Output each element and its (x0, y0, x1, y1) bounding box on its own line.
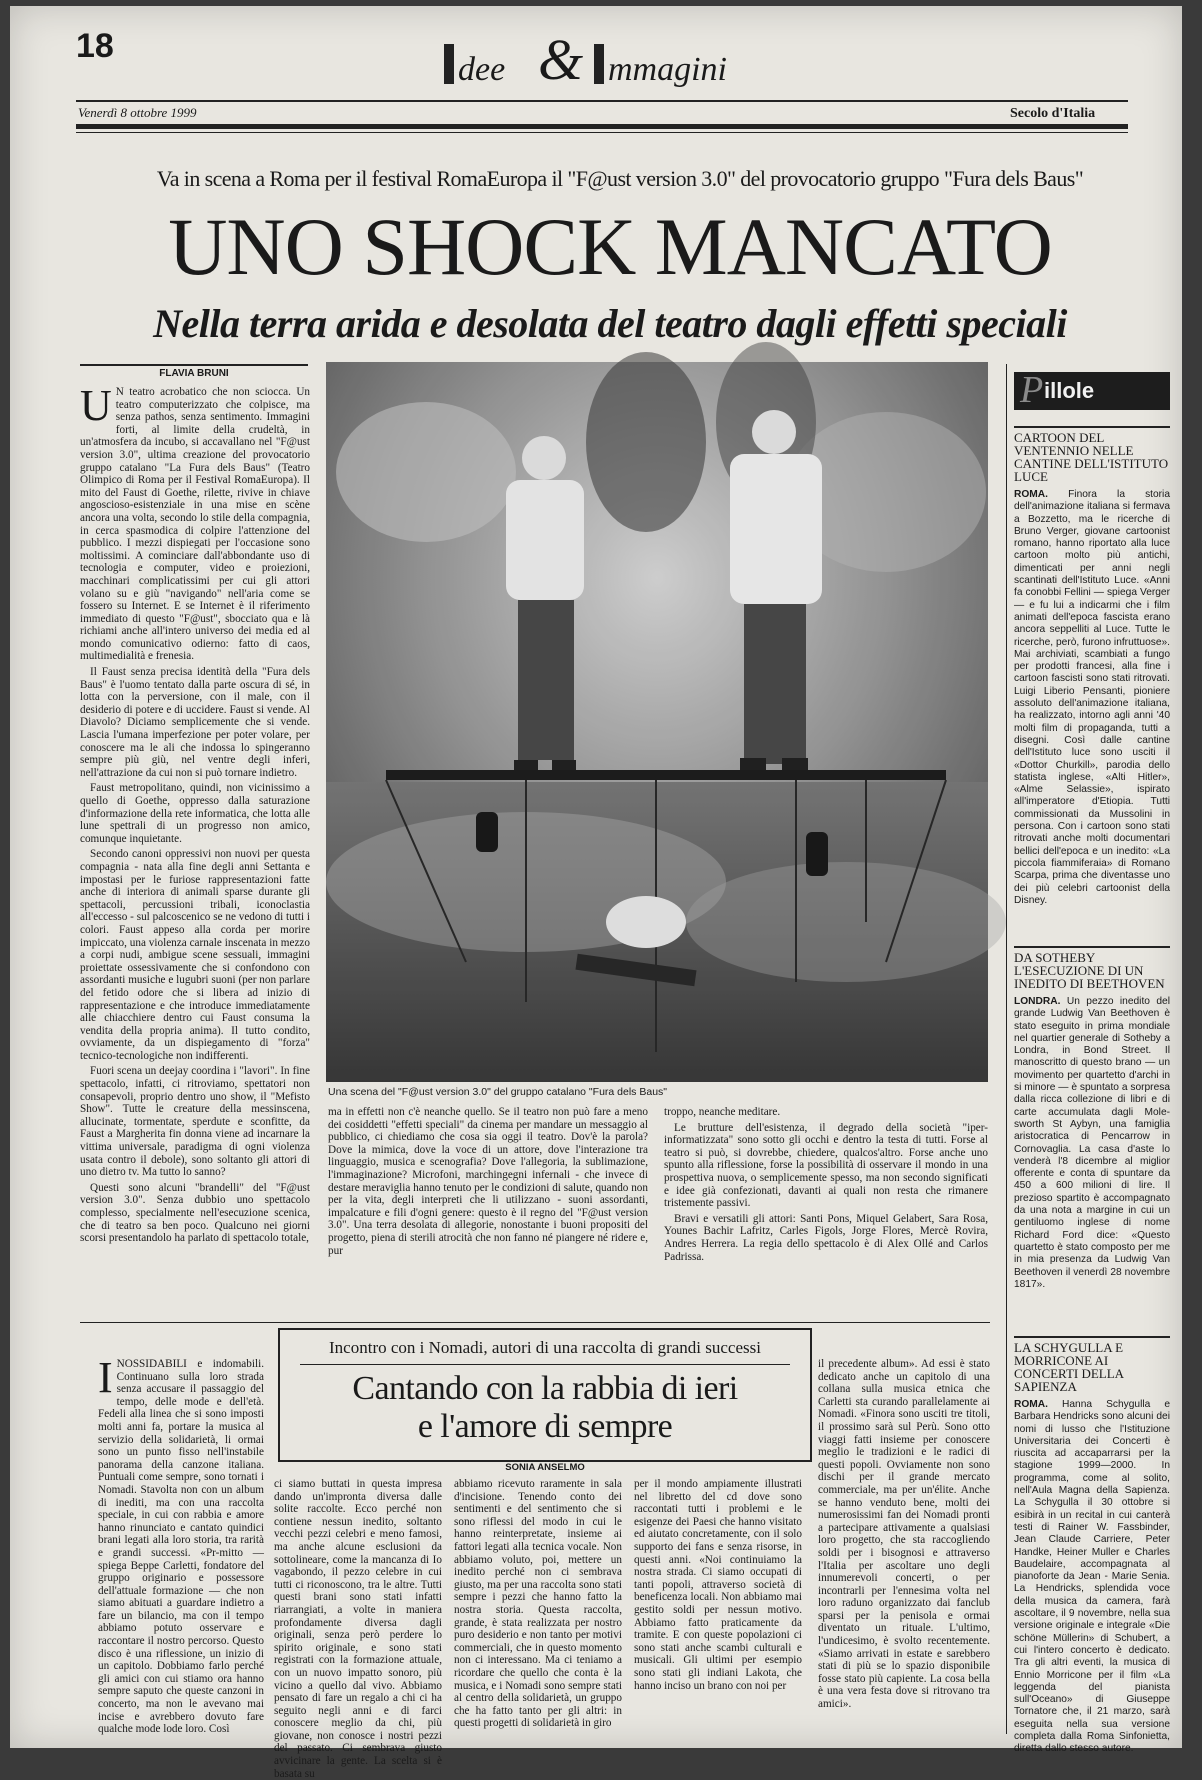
article-subheadline: Nella terra arida e desolata del teatro dagli effetti speciali (153, 301, 1067, 346)
newspaper-page (10, 6, 1182, 1780)
section-title-word-1: dee (458, 51, 506, 88)
second-article-head-box (278, 1328, 812, 1462)
paragraph: abbiamo ricevuto raramente in sala d'incisione. Tenendo conto dei sentimenti e del sentimento che si sono riflessi del modo in cui le hanno reinterpretate, insieme ai fattori legati alla tecnica vocale. Non abbiamo voluto, poi, mettere un inedito perché non ci sembrava giusto, ma per una raccolta sono stati sempre i pezzi che hanno fatto la nostra storia. Questa raccolta, grande, è stata realizzata per nostro puro desiderio e non tanto per motivi commerciali, che in questo momento non ci interessano. Ma ci teniamo a ricordare che quello che conta è la musica, e i Nomadi sono sempre stati al centro della solidarietà, un gruppo che ha fatto tanto per gli altri: in questi progetti di solidarietà in giro (454, 1478, 622, 1730)
paragraph: troppo, neanche meditare. (664, 1106, 781, 1118)
byline-rule (80, 364, 308, 366)
article-kicker: Va in scena a Roma per il festival RomaEuropa il "F@ust version 3.0" del provocatorio gruppo "Fura dels Baus" (156, 166, 1084, 191)
paragraph: il precedente album». Ad essi è stato dedicato anche un capitolo di una collana sulla musica etnica che Carletti sta curando parallelamente ai Nomadi. «Finora sono usciti tre titoli, il prossimo sarà sul Perù. Sono otto viaggi fatti insieme per conoscere meglio le tradizioni e le radici di questi popoli. Ovviamente non sono dischi per il grande mercato commerciale, ma per un'élite. Anche se hanno venduto bene, molti dei numerosissimi fan dei Nomadi pronti a partecipare attivamente a qualsiasi loro progetto, che sta raccogliendo soldi per i bisognosi e attraverso l'Italia per ascoltare uno degli innumerevoli concerti, o per incontrarli per l'ennesima volta nel loro raduno organizzato dai fanclub sparsi per la penisola e ormai diventato un rituale. L'ultimo, l'undicesimo, è svolto recentemente. «Siamo arrivati in estate e sarebbero stati di più se lo spazio disponibile fosse stato più capiente. La cosa bella è una vera festa dove si ritrovano tra amici». (818, 1358, 990, 1711)
second-article-column-2 (274, 1478, 442, 1780)
section-ampersand: & (538, 27, 584, 92)
drop-cap: U (80, 381, 112, 430)
sidebar-item (1014, 1336, 1170, 1755)
paragraph: Faust metropolitano, quindi, non vicinissimo a quello di Goethe, oppresso dalla saturazione d'informazione della rete informatica, che lotta alle lune spettrali di un progresso non amico, comunque inquietante. (80, 782, 310, 845)
second-article-kicker: Incontro con i Nomadi, autori di una raccolta di grandi successi (329, 1338, 761, 1357)
paragraph: Le brutture dell'esistenza, il degrado della società "iper-informatizzata" sono sotto gli occhi e dentro la testa di tutti. Forse al teatro si può, si dovrebbe, chiedere, qualcos'altro. Forse anche uno spunto alla riflessione, forse la possibilità di osservare il mondo in una prospettiva nuova, o semplicemente spesso, ma non secondo significati e idee già confezionati, davanti ai quali non resta che rimanere tristemente passivi. (664, 1121, 988, 1210)
paragraph: per il mondo ampiamente illustrati nel libretto del cd dove sono raccontati tutti i problemi e le esigenze dei Paesi che hanno visitato ed aiutato concretamente, con il solo supporto dei fans e senza risorse, in questi anni. «Noi continuiamo la nostra strada. Ci siamo occupati di tanti popoli, attraverso società di beneficenza locali. Non abbiamo mai gestito soldi per nessun motivo. Abbiamo fatto praticamente da tramite. E con queste popolazioni ci sono stati anche scambi culturali e musicali. Gli ultimi per esempio sono stati gli indiani Lakota, che hanno inciso un brano con noi per (634, 1478, 802, 1692)
article-column-1 (80, 381, 310, 1314)
sidebar-logo-text: illole (1044, 378, 1095, 403)
page-number: 18 (76, 27, 114, 65)
sidebar-logo (1014, 369, 1170, 411)
sidebar-item (1014, 426, 1170, 936)
paragraph: Questi sono alcuni "brandelli" del "F@ust version 3.0". Senza dubbio uno spettacolo complesso, specialmente nell'esecuzione scenica, che di teatro sa ben poco. Qualcuno nei giorni scorsi presentandolo ha parlato di spettacolo totale, (80, 1181, 310, 1245)
section-title (444, 24, 804, 94)
paragraph: ma in effetti non c'è neanche quello. Se il teatro non può fare a meno dei cosiddetti "effetti speciali" da cinema per mandare un messaggio al pubblico, ci chiediamo che cosa sia oggi il teatro. Dov'è la parola? Dove la mimica, dove la voce di un attore, dove l'interazione tra linguaggio, musica e scenografia? Dove l'allegoria, la sublimazione, l'immaginazione? Microfoni, marchingegni infernali - che invece di destare meraviglia hanno tenuto per le condizioni di salute, quando non per la vita, degli interpreti che li utilizzano - suoni assordanti, impalcature e fili d'ogni genere: questo è il regno del "F@ust version 3.0". Una terra desolata di allegorie, nonostante i buoni propositi del progetto, piena di sterili atrocità che non fanno né piangere né ridere e, pur (328, 1106, 648, 1257)
section-divider (80, 1322, 990, 1323)
sidebar-divider (1006, 364, 1007, 1734)
article-headline: UNO SHOCK MANCATO (168, 201, 1052, 292)
masthead-top-rule (76, 100, 1128, 102)
stage-photo (326, 362, 988, 1082)
sidebar-item-text: Hanna Schygulla e Barbara Hendricks sono alcuni dei nomi di lusso che l'Istituzione Universitaria dei Concerti è riuscita ad accaparrarsi per la stagione 1999—2000. In programma, come al solito, nell'Aula Magna della Sapienza. La Schygulla il 30 ottobre si esibirà in un recital in cui canterà testi di Rainer W. Fassbinder, Jean Claude Carriere, Peter Handke, Heiner Muller e Charles Baudelaire, accompagnata al pianoforte da Jean - Marie Senia. La Hendricks, splendida voce della musica da camera, farà ascoltare, il 9 novembre, nella sua versione originale e integrale «Die schöne Müllerin» di Schubert, a cui l'intero concerto è dedicato. Tra gli altri eventi, la musica di Ennio Morricone per il film «La leggenda del pianista sull'Oceano» di Giuseppe Tornatore che, il 21 marzo, sarà eseguita nella sua versione completa dalla Roma Sinfonietta, diretta dallo stesso autore. (1014, 1399, 1170, 1755)
sidebar-logo-initial: P (1020, 369, 1044, 411)
article-column-3 (664, 1106, 988, 1314)
paragraph: Il Faust senza precisa identità della "Fura dels Baus" è l'uomo tentato dalla parte oscura di sé, in lotta con la perversione, con il male, con il desiderio di potere e di uccidere. Faust si vende. Al Diavolo? Diciamo semplicemente che si vende. Lascia l'umana imperfezione per poter volare, per conoscere ma le ali che indossa lo spingeranno sempre più giù, nel ventre degli inferi, nell'attrazione da cui non si può tornare indietro. (80, 666, 310, 779)
sidebar-item (1014, 946, 1170, 1316)
section-title-bar-1 (444, 44, 454, 84)
paragraph: NOSSIDABILI e indomabili. Continuano sulla loro strada senza accusare il passaggio del tempo, delle mode e dell'età. Fedeli alla linea che si sono imposti molti anni fa, portare la musica al servizio della solidarietà, li ormai sono un punto fisso nell'instabile panorama della canzone italiana. Puntuali come sempre, sono tornati i Nomadi. Stavolta non con un album di inediti, ma con una raccolta speciale, in cui con rabbia e amore hanno rinunciato e cantato quindici brani legati alla loro storia, tra rarità e grandi successi. «Pr-mitto — spiega Beppe Carletti, fondatore del gruppo originario e possessore dell'attuale formazione — che non siamo abituati a guardare indietro a fare un bilancio, ma con il tempo abbiamo potuto osservare e raccontare il nostro percorso. Questo disco è una riflessione, un inizio di un capitolo. Dobbiamo farlo perché gli amici con cui stiamo ora hanno sempre saputo che queste canzoni in concerto, ma non le avevano mai incise e avrebbero dovuto fare qualche mode lode loro. Così (98, 1358, 264, 1736)
article-column-2 (328, 1106, 648, 1314)
paragraph: Bravi e versatili gli attori: Santi Pons, Miquel Gelabert, Sara Rosa, Younes Bachir Lafritz, Carles Figols, Jorge Flores, Mercè Rovira, Andres Herrera. La regia dello spettacolo è di Alex Ollé and Carlos Padrissa. (664, 1212, 988, 1263)
kicker-rule (300, 1364, 790, 1365)
second-article-column-1 (98, 1353, 264, 1736)
second-article-column-3 (454, 1478, 622, 1732)
sidebar-dateline: LONDRA. (1014, 996, 1061, 1007)
paragraph: Fuori scena un deejay coordina i "lavori". In fine spettacolo, infatti, ci ritroviamo, spettatori non consapevoli, proprio dentro uno show, il "Mefisto Show". Tutte le creature della messinscena, allucinate, tormentate, sperdute e sconfitte, da Faust a Margherita fin donna viene ad incarnare la vittima universale, paradigma di ogni violenza usata contro il debole), sono soltanto gli attori di uno dietro tv. Ma tutto lo sanno? (80, 1065, 310, 1179)
article-byline: FLAVIA BRUNI (159, 368, 229, 379)
second-article-headline: e l'amore di sempre (417, 1408, 673, 1445)
drop-cap: I (98, 1353, 113, 1402)
second-article-column-4 (634, 1478, 802, 1732)
sidebar-dateline: ROMA. (1014, 1399, 1048, 1410)
sidebar-item-text: Finora la storia dell'animazione italiana si fermava a Bozzetto, ma le ricerche di Bruno Verger, giovane cartoonist romano, hanno riportato alla luce cartoon molto più antichi, dimenticati per anni negli scantinati dell'Istituto Luce. «Anni fa conobbi Fellini — spiega Verger — e fu lui a indicarmi che i film animati dell'epoca fascista erano ancora seppelliti al Luce. Tutte le ricerche, però, furono infruttuose». Mai archiviati, scambiati a fungo per prodotti francesi, alla fine i cartoon fascisti sono stati ritrovati. Luigi Liberio Pensanti, pioniere assoluto dell'animazione italiana, ha realizzato, intorno agli anni '40 molti film di propaganda, tutti a disegni. Così dalle cantine dell'Istituto luce sono usciti il «Dottor Churkill», parodia dello statista inglese, «Alti Hitler», «Alme Selassie», ispirato all'imperatore d'Etiopia. Tutti commissionati da Mussolini in persona. Con i cartoon sono stati ritrovati anche molti documentari bellici dell'epoca e un inedito: «La piccola fiammiferaia» di Romano Scarpa, prima che diventasse uno dei più celebri cartoonist della Disney. (1014, 489, 1170, 906)
section-title-word-2: mmagini (608, 51, 727, 88)
section-title-bar-2 (594, 44, 604, 84)
issue-date: Venerdì 8 ottobre 1999 (78, 105, 197, 120)
masthead-thin-rule (76, 132, 1128, 133)
sidebar-item-heading: LA SCHYGULLA E MORRICONE AI CONCERTI DELLA SAPIENZA (1014, 1336, 1170, 1393)
stage-photo-image (326, 362, 988, 1082)
paragraph: N teatro acrobatico che non sciocca. Un teatro computerizzato che colpisce, ma senza pathos, senza sentimento. Immagini forti, al limite della crudeltà, in un'atmosfera da incubo, si accavallano nel "F@ust version 3.0", ultima creazione del provocatorio gruppo catalano "La Fura dels Baus" (Teatro Olimpico di Roma per il Festival RomaEuropa). Il mito del Faust di Goethe, rilette, rivive in chiave angoscioso-esistenziale in una mise en scène ancora una volta, secondo lo stile della compagnia, in cerca spasmodica di colpire l'attenzione del pubblico. I mezzi dispiegati per l'occasione sono moltissimi. A cominciare dall'abbondante uso di tecnologia e computer, video e proiezioni, macchinari complicatissimi per cui gli attori volano su e giù "navigando" nell'aria come se fossero su Internet. E se Internet è il riferimento immediato di questo "F@ust", sbocciato qua e là richiami anche all'intero universo dei media ed al mondo comunicativo odierno: fatto di caos, multimedialità e frenesia. (80, 386, 310, 663)
paragraph: Secondo canoni oppressivi non nuovi per questa compagnia - nata alla fine degli anni Settanta e impostasi per le furiose rappresentazioni fatte anche di interiora di animali sparse durante gli spettacoli, percussioni tribali, iconoclastia all'eccesso - sul palcoscenico se ne vedono di tutti i colori. Faust appeso alla corda per morire impiccato, una violenza carnale inscenata in mezzo a corpi nudi, ambigue scene sessuali, immagini proiettate ossessivamente che si confondono con assordanti musiche e lugubri suoni (per non parlare del fetido odore che si libera ad inizio di rappresentazione e che introduce immediatamente alle chiacchiere dentro cui Faust consuma la vendita della propria anima). Il tutto condito, ovviamente, da un dispiegamento di "forza" tecnico-tecnologiche non indifferenti. (80, 848, 310, 1062)
paragraph: ci siamo buttati in questa impresa dando un'impronta diversa dalle solite raccolte. Ecco perché non contiene nessun inedito, soltanto vecchi pezzi celebri e meno famosi, ma anche alcune esclusioni da sottolineare, come la mancanza di Io vagabondo, il pezzo celebre in cui tutti ci riconoscono, tra le altre. Tutti questi brani sono stati infatti riarrangiati, a volte in maniera profondamente diversa dagli originali, senza però perdere lo spirito originale, e sono stati registrati con la formazione attuale, con un nuovo impatto sonoro, più vicino a quello dal vivo. Abbiamo pensato di fare un regalo a chi ci ha seguito negli anni e di farci conoscere meglio da chi, più giovane, non conosce i nostri pezzi del passato. Ci sembrava giusto avvicinare la gente. La scelta si è basata su (274, 1478, 442, 1780)
sidebar-item-heading: CARTOON DEL VENTENNIO NELLE CANTINE DELL'ISTITUTO LUCE (1014, 426, 1170, 483)
photo-caption: Una scena del "F@ust version 3.0" del gruppo catalano "Fura dels Baus" (328, 1086, 668, 1098)
masthead-bottom-rule (76, 124, 1128, 129)
newspaper-name: Secolo d'Italia (1010, 106, 1096, 121)
sidebar-item-text: Un pezzo inedito del grande Ludwig Van Beethoven è stato eseguito in prima mondiale nel quartier generale di Sotheby a Londra, in Bond Street. Il manoscritto di questo brano — un movimento per quartetto d'archi in si minore — è spuntato a sorpresa dalla ricca collezione di libri e di carte accumulata dagli Mole-sworth St Aybyn, una famiglia aristocratica di Pencarrow in Cornovaglia. La casa d'aste lo venderà l'8 dicembre al miglior offerente e conta di spuntare da 450 a 600 milioni di lire. Il prezioso spartito è accompagnato da una nota a margine in cui un gentiluomo inglese di nome Richard Ford dice: «Questo quartetto è stato composto per me in mia presenza da Ludwig Van Beethoven il venerdì 28 novembre 1817». (1014, 996, 1170, 1290)
second-article-byline: SONIA ANSELMO (505, 1462, 585, 1473)
second-article-headline: Cantando con la rabbia di ieri (352, 1370, 738, 1407)
second-article-column-5 (818, 1358, 990, 1732)
sidebar-dateline: ROMA. (1014, 489, 1048, 500)
sidebar-item-heading: DA SOTHEBY L'ESECUZIONE DI UN INEDITO DI BEETHOVEN (1014, 946, 1170, 990)
